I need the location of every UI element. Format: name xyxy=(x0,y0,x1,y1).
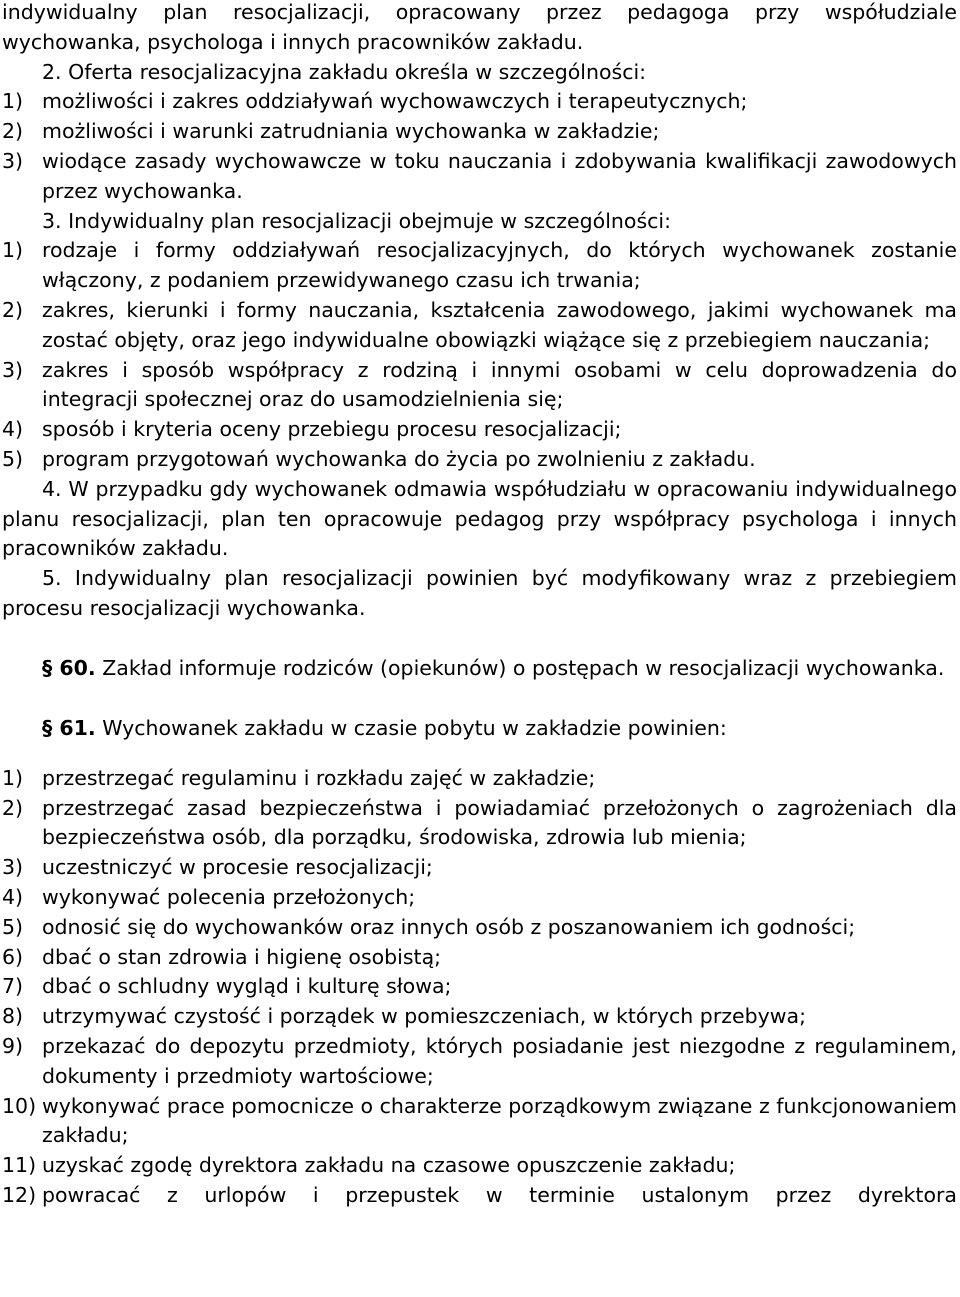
list-item-number: 11) xyxy=(2,1153,37,1178)
list-item-text: program przygotowań wychowanka do życia po zwolnieniu z zakładu. xyxy=(42,446,756,471)
list-item-number: 1) xyxy=(2,89,24,114)
paragraph-5: 5. Indywidualny plan resocjalizacji powinien być modyfikowany wraz z przebiegiem procesu resocjalizacji wychowanka. xyxy=(2,566,957,620)
list-item-number: 1) xyxy=(2,238,24,263)
list-item-text: sposób i kryteria oceny przebiegu procesu resocjalizacji; xyxy=(42,417,622,442)
list-item-number: 3) xyxy=(2,357,24,382)
list-item-number: 4) xyxy=(2,885,24,910)
list-item-text: możliwości i warunki zatrudniania wychowanka w zakładzie; xyxy=(42,119,660,144)
list-item-number: 3) xyxy=(2,148,24,173)
list-item-number: 12) xyxy=(2,1182,37,1207)
list-item-number: 10) xyxy=(2,1093,37,1118)
list-item-text: dbać o stan zdrowia i higienę osobistą; xyxy=(42,944,442,969)
list-item-number: 5) xyxy=(2,446,24,471)
list-item xyxy=(2,913,957,943)
list-item-text: możliwości i zakres oddziaływań wychowawczych i terapeutycznych; xyxy=(42,89,748,114)
list-item-text: zakres, kierunki i formy nauczania, kształcenia zawodowego, jakimi wychowanek ma zostać objęty, oraz jego indywidualne obowiązki wiążące się z przebiegiem nauczania; xyxy=(42,297,957,352)
list-item xyxy=(2,1151,957,1181)
list-item-text: odnosić się do wychowanków oraz innych osób z poszanowaniem ich godności; xyxy=(42,914,856,939)
list-item-text: powracać z urlopów i przepustek w terminie ustalonym przez dyrektora xyxy=(42,1182,957,1207)
list-item-number: 1) xyxy=(2,765,24,790)
list-item xyxy=(2,794,957,854)
section-61 xyxy=(2,714,957,1211)
list-item xyxy=(2,972,957,1002)
list-item-number: 2) xyxy=(2,119,24,144)
list-item xyxy=(2,764,957,794)
list-item xyxy=(2,943,957,973)
list-item-text: wykonywać prace pomocnicze o charakterze porządkowym związane z funkcjonowaniem zakładu; xyxy=(42,1093,957,1148)
list-item-text: przestrzegać regulaminu i rozkładu zajęć w zakładzie; xyxy=(42,765,596,790)
list-item xyxy=(2,883,957,913)
list-item-number: 4) xyxy=(2,417,24,442)
section-61-symbol: § 61. xyxy=(42,715,96,740)
list-item xyxy=(2,1002,957,1032)
list-item-text: przestrzegać zasad bezpieczeństwa i powiadamiać przełożonych o zagrożeniach dla bezpieczeństwa osób, dla porządku, środowiska, zdrowia lub mienia; xyxy=(42,795,957,850)
list-item-text: dbać o schludny wygląd i kulturę słowa; xyxy=(42,974,452,999)
list-item xyxy=(2,1181,957,1211)
paragraph-4: 4. W przypadku gdy wychowanek odmawia współudziału w opracowaniu indywidualnego planu resocjalizacji, plan ten opracowuje pedagog przy współpracy psychologa i innych pracowników zakładu. xyxy=(2,476,957,561)
list-item-number: 7) xyxy=(2,974,24,999)
section-60-text: Zakład informuje rodziców (opiekunów) o postępach w resocjalizacji wychowanka. xyxy=(102,655,945,680)
document-page xyxy=(2,0,957,1211)
section-61-intro-line xyxy=(2,714,957,744)
paragraph-continuation: indywidualny plan resocjalizacji, opracowany przez pedagoga przy współudziale wychowanka, psychologa i innych pracowników zakładu. xyxy=(2,0,957,54)
list-item-text: przekazać do depozytu przedmioty, których posiadanie jest niezgodne z regulaminem, dokumenty i przedmioty wartościowe; xyxy=(42,1034,957,1088)
list-item-number: 6) xyxy=(2,944,24,969)
list-item-text: uczestniczyć w procesie resocjalizacji; xyxy=(42,855,433,880)
list-item-number: 2) xyxy=(2,795,24,820)
list-item-text: rodzaje i formy oddziaływań resocjalizacyjnych, do których wychowanek zostanie włączony, z podaniem przewidywanego czasu ich trwania; xyxy=(42,238,957,293)
list-item xyxy=(2,445,957,475)
list-item-text: zakres i sposób współpracy z rodziną i innymi osobami w celu doprowadzenia do integracji społecznej oraz do usamodzielnienia się; xyxy=(42,357,957,412)
list-item xyxy=(2,1032,957,1092)
paragraph-3-intro: 3. Indywidualny plan resocjalizacji obejmuje w szczególności: xyxy=(42,208,671,233)
list-item-text: utrzymywać czystość i porządek w pomieszczeniach, w których przebywa; xyxy=(42,1004,807,1029)
section-60-symbol: § 60. xyxy=(42,655,96,680)
paragraph-2 xyxy=(2,58,957,207)
list-item-text: uzyskać zgodę dyrektora zakładu na czasowe opuszczenie zakładu; xyxy=(42,1153,736,1178)
list-item xyxy=(2,1092,957,1152)
list-item xyxy=(2,117,957,147)
paragraph-3 xyxy=(2,207,957,475)
list-item xyxy=(2,236,957,296)
list-item-number: 2) xyxy=(2,297,24,322)
list-item-number: 3) xyxy=(2,855,24,880)
list-item-number: 5) xyxy=(2,914,24,939)
list-item xyxy=(2,87,957,117)
section-61-intro: Wychowanek zakładu w czasie pobytu w zakładzie powinien: xyxy=(102,715,727,740)
list-item xyxy=(2,415,957,445)
list-item xyxy=(2,853,957,883)
list-item-text: wiodące zasady wychowawcze w toku nauczania i zdobywania kwalifikacji zawodowych przez wychowanka. xyxy=(42,148,957,203)
section-60 xyxy=(2,654,957,684)
list-item-text: wykonywać polecenia przełożonych; xyxy=(42,885,416,910)
list-item xyxy=(2,147,957,207)
list-item-number: 8) xyxy=(2,1004,24,1029)
paragraph-2-intro: 2. Oferta resocjalizacyjna zakładu określa w szczególności: xyxy=(42,59,647,84)
list-item xyxy=(2,356,957,416)
list-item xyxy=(2,296,957,356)
list-item-number: 9) xyxy=(2,1034,24,1058)
